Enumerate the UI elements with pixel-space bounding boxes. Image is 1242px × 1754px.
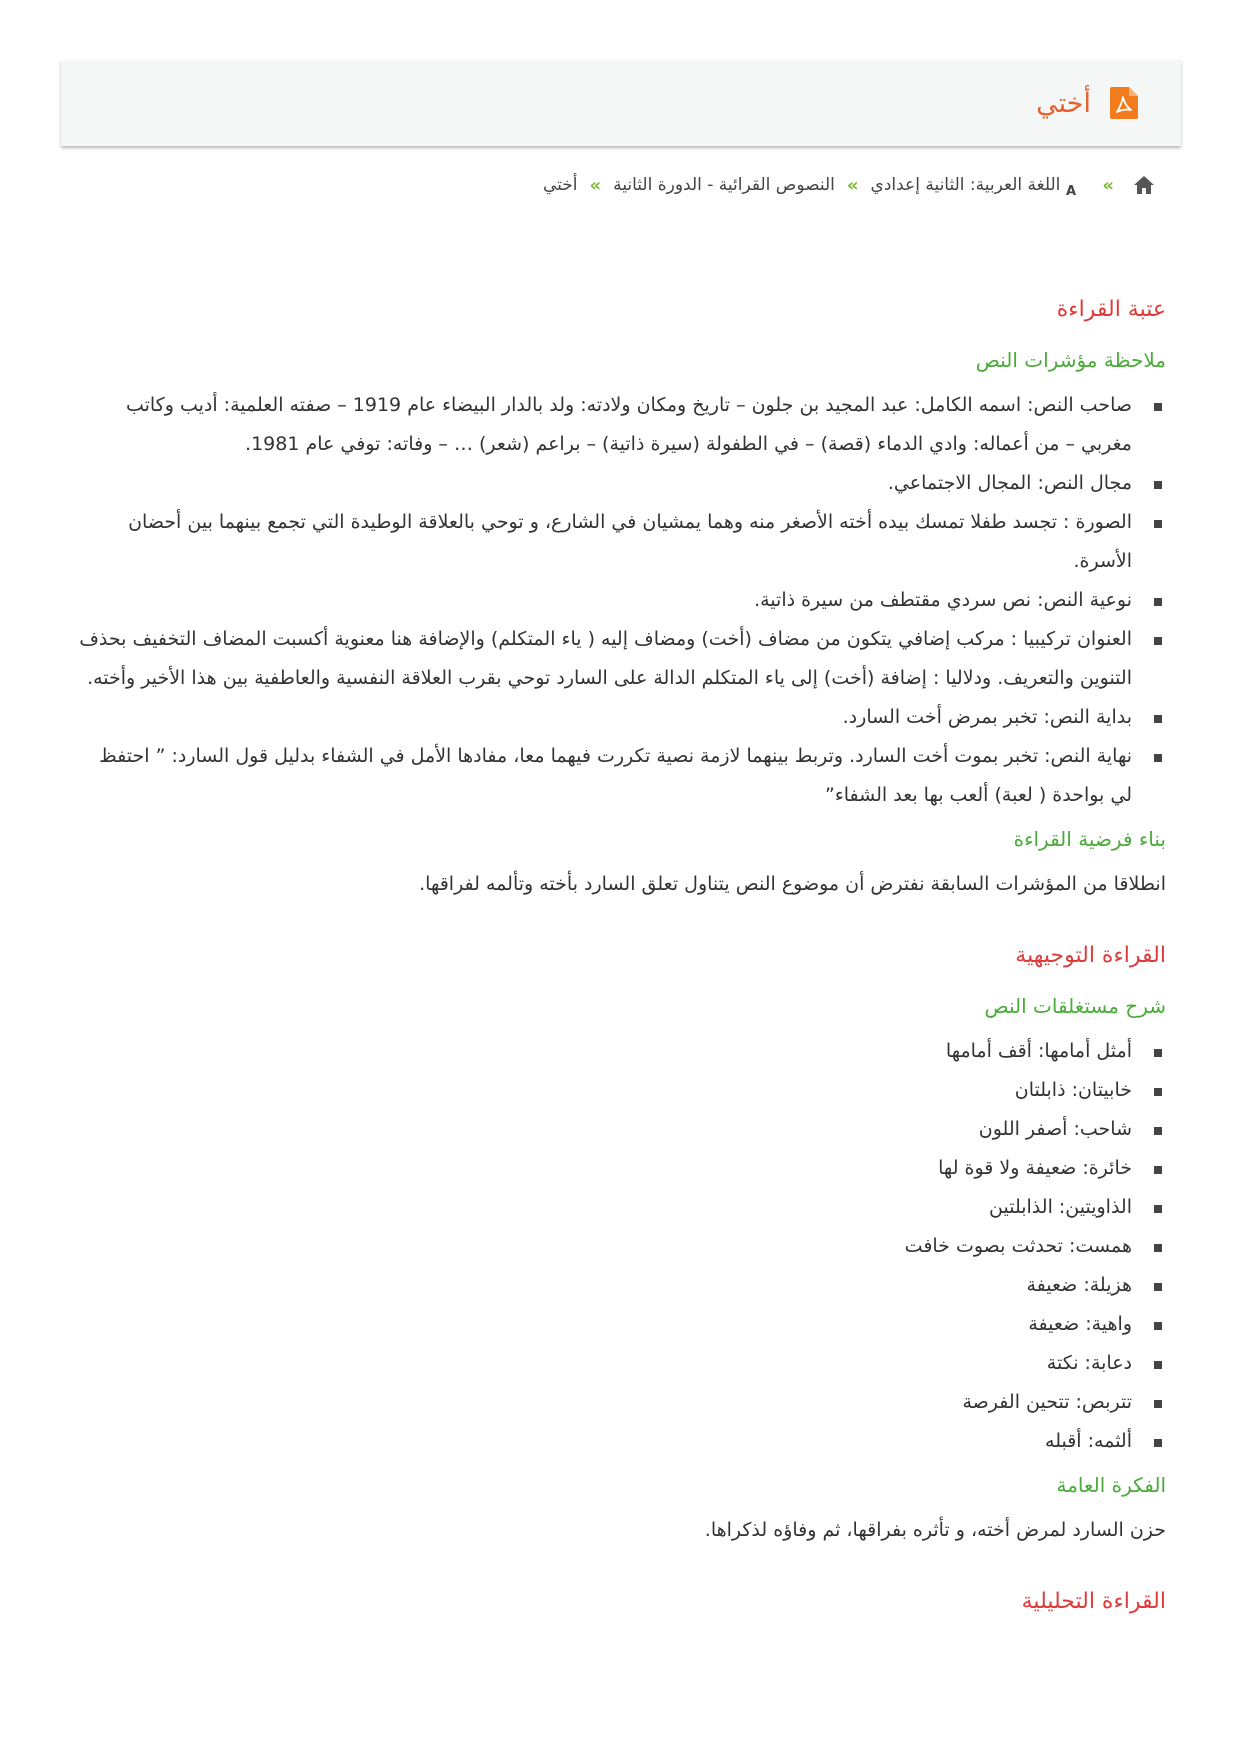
list-item: دعابة: نكتة xyxy=(76,1344,1132,1383)
list-item: هزيلة: ضعيفة xyxy=(76,1266,1132,1305)
list-item: ألثمه: أقبله xyxy=(76,1422,1132,1461)
list-item: صاحب النص: اسمه الكامل: عبد المجيد بن جلون – تاريخ ومكان ولادته: ولد بالدار البيضاء عام 1919 – صفته العلمية: أديب وكاتب مغربي – من أعماله: وادي الدماء (قصة) – في الطفولة (سيرة ذاتية) – براعم (شعر) … – وفاته: توفي عام 1981. xyxy=(76,386,1132,464)
list-item: واهية: ضعيفة xyxy=(76,1305,1132,1344)
list-item: خائرة: ضعيفة ولا قوة لها xyxy=(76,1149,1132,1188)
list-item: همست: تحدثت بصوت خافت xyxy=(76,1227,1132,1266)
list-item: أمثل أمامها: أقف أمامها xyxy=(76,1032,1132,1071)
list-item: نوعية النص: نص سردي مقتطف من سيرة ذاتية. xyxy=(76,581,1132,620)
pdf-icon[interactable] xyxy=(1109,86,1139,120)
list-item: الذاويتين: الذابلتين xyxy=(76,1188,1132,1227)
list-item: الصورة : تجسد طفلا تمسك بيده أخته الأصغر منه وهما يمشيان في الشارع، و توحي بالعلاقة الوطيدة التي تجمع بينهما بين أحضان الأسرة. xyxy=(76,503,1132,581)
section-title-threshold: عتبة القراءة xyxy=(1056,297,1166,322)
subtitle-vocabulary: شرح مستغلقات النص xyxy=(984,994,1166,1018)
breadcrumb xyxy=(543,168,1156,202)
breadcrumb-item-arabic-grade2[interactable]: اللغة العربية: الثانية إعدادي xyxy=(870,175,1061,195)
breadcrumb-separator: » xyxy=(846,174,859,196)
list-item: خابيتان: ذابلتان xyxy=(76,1071,1132,1110)
list-item: مجال النص: المجال الاجتماعي. xyxy=(76,464,1132,503)
translate-icon xyxy=(1066,173,1090,197)
article-content xyxy=(76,290,1166,1634)
list-item: بداية النص: تخبر بمرض أخت السارد. xyxy=(76,698,1132,737)
subtitle-observe-indicators: ملاحظة مؤشرات النص xyxy=(975,348,1166,372)
title-bar xyxy=(61,60,1181,146)
home-icon[interactable] xyxy=(1132,173,1156,197)
breadcrumb-separator: » xyxy=(589,174,602,196)
list-item: شاحب: أصفر اللون xyxy=(76,1110,1132,1149)
list-item: نهاية النص: تخبر بموت أخت السارد. وتربط بينهما لازمة نصية تكررت فيهما معا، مفادها الأمل في الشفاء بدليل قول السارد: ” احتفظ لي بواحدة ( لعبة) ألعب بها بعد الشفاء” xyxy=(76,737,1132,815)
section-title-guided: القراءة التوجيهية xyxy=(1015,943,1166,968)
hypothesis-text: انطلاقا من المؤشرات السابقة نفترض أن موضوع النص يتناول تعلق السارد بأخته وتألمه لفراقها. xyxy=(419,873,1166,895)
list-item: العنوان تركيبيا : مركب إضافي يتكون من مضاف (أخت) ومضاف إليه ( ياء المتكلم) والإضافة هنا معنوية أكسبت المضاف التخفيف بحذف التنوين والتعريف. ودلاليا : إضافة (أخت) إلى ياء المتكلم الدالة على السارد توحي بقرب العلاقة النفسية والعاطفية بين هذا الأخير وأخته. xyxy=(76,620,1132,698)
page-title: أختي xyxy=(1036,87,1091,119)
observe-list xyxy=(76,386,1166,815)
general-idea-text: حزن السارد لمرض أخته، و تأثره بفراقها، ثم وفاؤه لذكراها. xyxy=(704,1519,1166,1541)
breadcrumb-item-reading-texts[interactable]: النصوص القرائية - الدورة الثانية xyxy=(613,175,835,195)
section-title-analytical: القراءة التحليلية xyxy=(1021,1589,1166,1614)
svg-text:A: A xyxy=(1066,184,1077,197)
list-item: تتربص: تتحين الفرصة xyxy=(76,1383,1132,1422)
subtitle-hypothesis: بناء فرضية القراءة xyxy=(1013,827,1166,851)
vocabulary-list xyxy=(76,1032,1166,1461)
breadcrumb-item-current: أختي xyxy=(542,175,578,195)
subtitle-general-idea: الفكرة العامة xyxy=(1056,1473,1166,1497)
breadcrumb-separator: » xyxy=(1102,174,1114,196)
